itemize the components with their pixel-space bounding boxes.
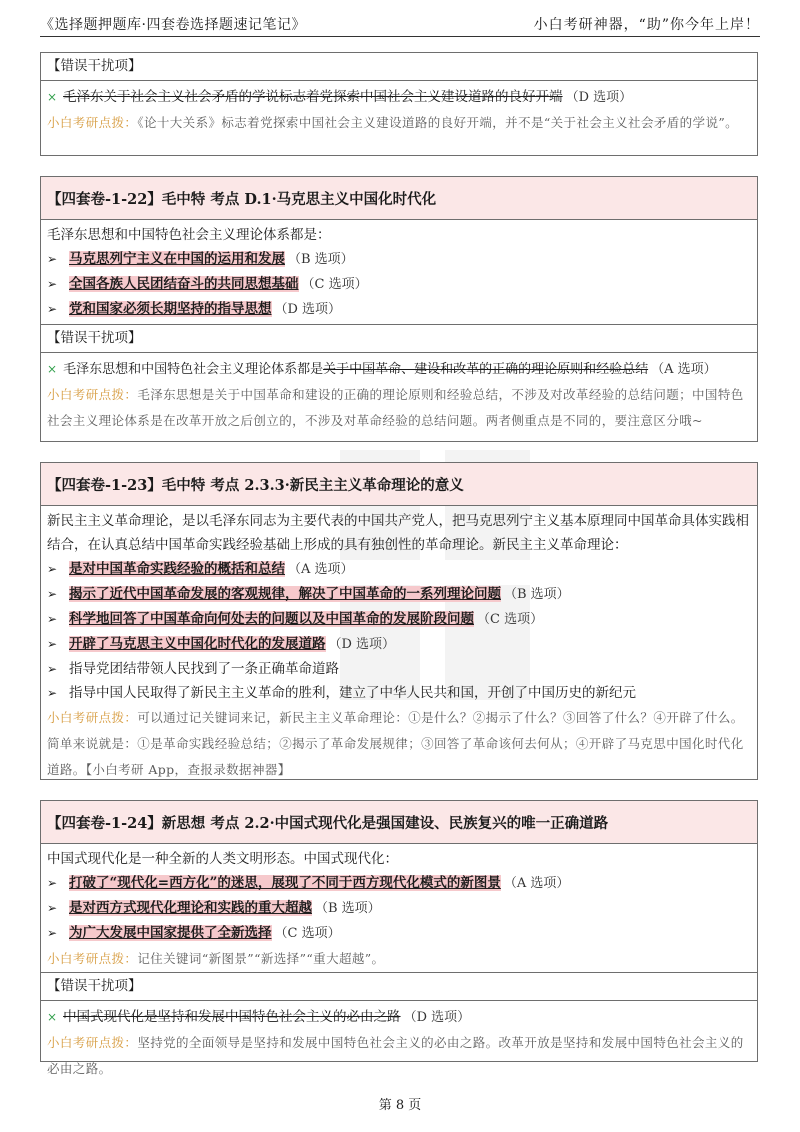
wrong-mark-icon: × [47, 90, 58, 104]
key-point: 党和国家必须长期坚持的指导思想 [69, 301, 272, 317]
key-point: 是对西方式现代化理论和实践的重大超越 [69, 900, 312, 916]
bullet-item [41, 247, 757, 272]
arrow-bullet-icon: ➢ [47, 302, 58, 316]
tip-text: 《论十大关系》标志着党探索中国社会主义建设道路的良好开端，并不是“关于社会主义社会矛盾的学说”。 [137, 115, 739, 130]
arrow-bullet-icon: ➢ [47, 277, 58, 291]
tip-label: 小白考研点拨： [47, 1035, 138, 1050]
arrow-bullet-icon: ➢ [47, 926, 58, 940]
key-point: 为广大发展中国家提供了全新选择 [69, 925, 272, 941]
bullet-item [41, 272, 757, 297]
header-title: 《选择题押题库·四套卷选择题速记笔记》 [40, 17, 306, 33]
option-tag: （B 选项） [315, 901, 381, 916]
intro-text: 毛泽东思想和中国特色社会主义理论体系都是： [47, 227, 331, 243]
option-tag: （D 选项） [328, 637, 396, 652]
option-tag: （B 选项） [288, 252, 354, 267]
option-tag: （B 选项） [504, 587, 570, 602]
tip-paragraph [41, 110, 757, 136]
option-tag: （A 选项） [503, 876, 570, 891]
tip-text: 记住关键词“新图景”“新选择”“重大超越”。 [137, 951, 385, 966]
distractor-label: 【错误干扰项】 [41, 324, 757, 353]
bullet-item [41, 632, 757, 657]
tip-label: 小白考研点拨： [47, 115, 138, 130]
tip-text: 毛泽东思想是关于中国革命和建设的正确的理论原则和经验总结，不涉及对改革经验的总结问题；中国特色社会主义理论体系是在改革开放之后创立的，不涉及对革命经验的总结问题。两者侧重点是不同的，要注意区分哦~ [47, 387, 744, 428]
bullet-item [41, 297, 757, 322]
key-point: 揭示了近代中国革命发展的客观规律，解决了中国革命的一系列理论问题 [69, 586, 501, 602]
key-point: 马克思列宁主义在中国的运用和发展 [69, 251, 285, 267]
option-tag: （D 选项） [274, 302, 342, 317]
tip-label: 小白考研点拨： [47, 710, 138, 725]
arrow-bullet-icon: ➢ [47, 252, 58, 266]
distractor-label: 【错误干扰项】 [41, 53, 757, 81]
arrow-bullet-icon: ➢ [47, 686, 58, 700]
intro-text: 新民主主义革命理论，是以毛泽东同志为主要代表的中国共产党人，把马克思列宁主义基本原理同中国革命具体实践相结合，在认真总结中国革命实践经验基础上形成的具有独创性的革命理论。新民主主义革命理论： [47, 513, 749, 553]
option-tag: （A 选项） [651, 362, 717, 377]
arrow-bullet-icon: ➢ [47, 662, 58, 676]
tip-paragraph [41, 1030, 757, 1082]
page-header [40, 14, 760, 34]
option-tag: （C 选项） [301, 277, 368, 292]
arrow-bullet-icon: ➢ [47, 876, 58, 890]
arrow-bullet-icon: ➢ [47, 901, 58, 915]
tip-text: 可以通过记关键词来记，新民主主义革命理论：①是什么？②揭示了什么？③回答了什么？④开辟了什么。简单来说就是：①是革命实践经验总结；②揭示了革命发展规律；③回答了革命该何去何从；④开辟了马克思中国化时代化道路。【小白考研 App，查报录数据神器】 [47, 710, 744, 777]
key-point: 全国各族人民团结奋斗的共同思想基础 [69, 276, 299, 292]
wrong-mark-icon: × [47, 1010, 58, 1024]
section-title: 【四套卷-1-23】毛中特 考点 2.3.3·新民主主义革命理论的意义 [41, 463, 757, 506]
tip-paragraph [41, 382, 757, 434]
option-tag: （A 选项） [288, 562, 354, 577]
tip-label: 小白考研点拨： [47, 951, 138, 966]
header-divider [40, 36, 760, 37]
option-tag: （D 选项） [403, 1010, 471, 1025]
block-continuation [40, 52, 758, 156]
wrong-mark-icon: × [47, 362, 58, 376]
bullet-item [41, 896, 757, 921]
wrong-item [41, 1005, 757, 1030]
block-1-24 [40, 800, 758, 1076]
option-tag: （C 选项） [274, 926, 341, 941]
bullet-item [41, 557, 757, 582]
option-tag: （C 选项） [477, 612, 544, 627]
bullet-item [41, 681, 757, 705]
intro-text: 中国式现代化是一种全新的人类文明形态。中国式现代化： [47, 851, 398, 867]
tip-paragraph [41, 946, 757, 972]
section-title: 【四套卷-1-22】毛中特 考点 D.1·马克思主义中国化时代化 [41, 177, 757, 220]
wrong-item [41, 357, 757, 382]
arrow-bullet-icon: ➢ [47, 612, 58, 626]
wrong-subject: 毛泽东思想和中国特色社会主义理论体系都是 [63, 362, 324, 377]
bullet-item [41, 582, 757, 607]
tip-text: 坚持党的全面领导是坚持和发展中国特色社会主义的必由之路。改革开放是坚持和发展中国特色社会主义的必由之路。 [47, 1035, 744, 1076]
bullet-text: 指导党团结带领人民找到了一条正确革命道路 [69, 661, 339, 677]
key-point: 是对中国革命实践经验的概括和总结 [69, 561, 285, 577]
key-point: 打破了“现代化=西方化”的迷思，展现了不同于西方现代化模式的新图景 [69, 875, 501, 891]
header-slogan: 小白考研神器，“助”你今年上岸！ [533, 17, 760, 33]
option-tag: （D 选项） [565, 90, 633, 105]
section-title: 【四套卷-1-24】新思想 考点 2.2·中国式现代化是强国建设、民族复兴的唯一正确道路 [41, 801, 757, 844]
tip-label: 小白考研点拨： [47, 387, 138, 402]
wrong-text: 毛泽东关于社会主义社会矛盾的学说标志着党探索中国社会主义建设道路的良好开端 [63, 89, 563, 105]
key-point: 科学地回答了中国革命向何处去的问题以及中国革命的发展阶段问题 [69, 611, 474, 627]
wrong-text: 关于中国革命、建设和改革的正确的理论原则和经验总结 [323, 362, 649, 377]
block-1-22 [40, 176, 758, 442]
tip-paragraph [41, 705, 757, 783]
distractor-label: 【错误干扰项】 [41, 972, 757, 1001]
block-1-23 [40, 462, 758, 780]
bullet-item [41, 657, 757, 681]
arrow-bullet-icon: ➢ [47, 587, 58, 601]
bullet-item [41, 607, 757, 632]
wrong-item [41, 85, 757, 110]
key-point: 开辟了马克思主义中国化时代化的发展道路 [69, 636, 326, 652]
wrong-text: 中国式现代化是坚持和发展中国特色社会主义的必由之路 [63, 1009, 401, 1025]
page-number: 第 8 页 [378, 1098, 422, 1113]
bullet-item [41, 871, 757, 896]
bullet-text: 指导中国人民取得了新民主主义革命的胜利，建立了中华人民共和国，开创了中国历史的新纪元 [69, 685, 636, 701]
arrow-bullet-icon: ➢ [47, 562, 58, 576]
bullet-item [41, 921, 757, 946]
arrow-bullet-icon: ➢ [47, 637, 58, 651]
